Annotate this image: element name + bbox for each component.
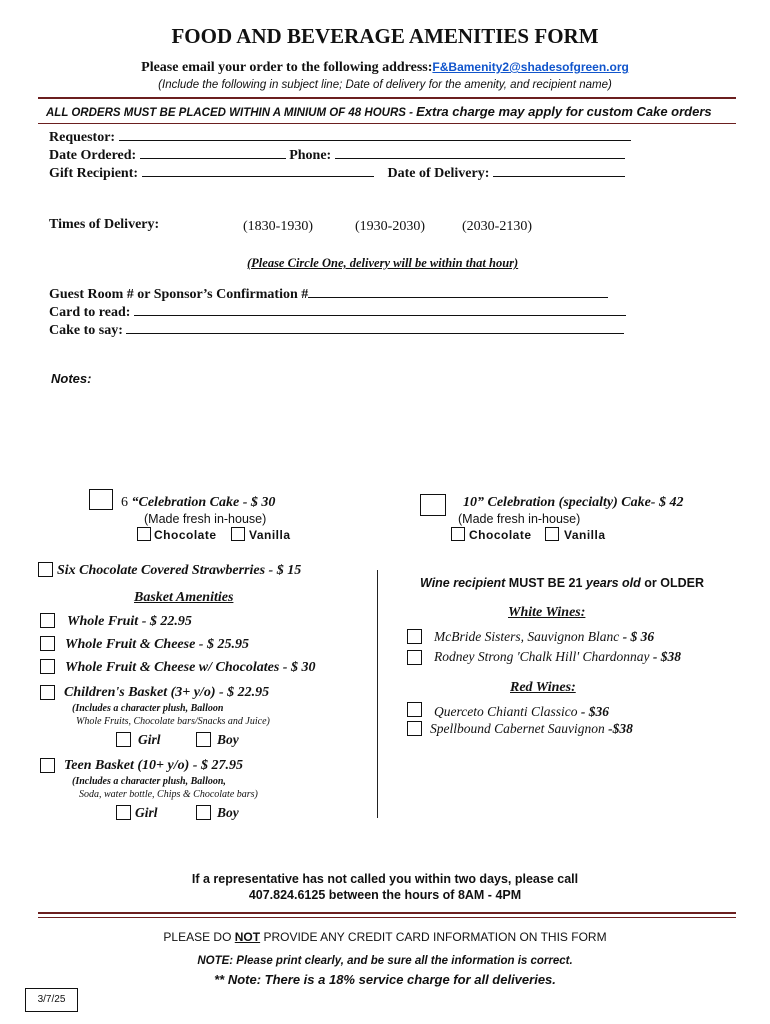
strawberries-checkbox[interactable]	[38, 562, 53, 577]
call-notice-2: 407.824.6125 between the hours of 8AM - 4PM	[248, 888, 522, 902]
whole-fruit-label: Whole Fruit - $ 22.95	[67, 614, 192, 629]
whole-fruit-checkbox[interactable]	[40, 613, 55, 628]
requestor-label: Requestor:	[49, 130, 116, 145]
strawberries-label: Six Chocolate Covered Strawberries - $ 15	[57, 563, 302, 578]
cake-to-say-field[interactable]	[49, 321, 624, 339]
version-date: 3/7/25	[37, 994, 66, 1005]
large-cake-fresh-note: (Made fresh in-house)	[458, 512, 581, 526]
childrens-basket-checkbox[interactable]	[40, 685, 55, 700]
call-notice-1: If a representative has not called you within two days, please call	[191, 872, 579, 886]
phone-input-line[interactable]	[335, 146, 625, 159]
small-cake-fresh-note: (Made fresh in-house)	[144, 512, 267, 526]
large-cake-vanilla-label: Vanilla	[564, 528, 606, 542]
wine-notice-a: Wine recipient	[420, 576, 506, 590]
red-wine-2-price: -$38	[604, 721, 633, 736]
notes-label: Notes:	[51, 371, 92, 386]
gift-recipient-label: Gift Recipient:	[49, 166, 139, 181]
orders-notice-part1: ALL ORDERS MUST BE PLACED WITHIN A MINIUM OF 48 HOURS -	[46, 107, 417, 119]
phone-label: Phone:	[289, 148, 332, 163]
childrens-note-2: Whole Fruits, Chocolate bars/Snacks and Juice)	[76, 716, 270, 727]
red-wine-1-name: Querceto Chianti Classico	[434, 704, 578, 719]
red-wine-1-price: - $36	[577, 704, 609, 719]
date-ordered-field[interactable]	[49, 146, 625, 164]
date-of-delivery-label: Date of Delivery:	[387, 166, 490, 181]
fruit-cheese-label: Whole Fruit & Cheese - $ 25.95	[65, 637, 249, 652]
card-to-read-label: Card to read:	[49, 305, 131, 320]
guest-room-field[interactable]	[49, 285, 608, 303]
top-divider	[38, 97, 736, 99]
red-wines-heading: Red Wines:	[510, 680, 576, 695]
teen-note-2: Soda, water bottle, Chips & Chocolate bars)	[79, 789, 258, 800]
fruit-cheese-choc-label: Whole Fruit & Cheese w/ Chocolates - $ 30	[65, 660, 316, 675]
cc-notice-b: NOT	[234, 930, 261, 944]
teen-girl-checkbox[interactable]	[116, 805, 131, 820]
date-of-delivery-input-line[interactable]	[493, 164, 625, 177]
footer-divider-top-2	[38, 917, 736, 918]
small-cake-name: “Celebration Cake - $ 30	[131, 495, 276, 510]
card-to-read-field[interactable]	[49, 303, 626, 321]
form-title: FOOD AND BEVERAGE AMENITIES FORM	[171, 24, 599, 48]
white-wine-1-name: McBride Sisters, Sauvignon Blanc	[434, 629, 620, 644]
fruit-cheese-choc-checkbox[interactable]	[40, 659, 55, 674]
wine-notice-d: or OLDER	[640, 576, 704, 590]
childrens-note-1: (Includes a character plush, Balloon	[72, 703, 224, 714]
red-wine-2-checkbox[interactable]	[407, 721, 422, 736]
teen-basket-label: Teen Basket (10+ y/o) - $ 27.95	[64, 758, 243, 773]
small-cake-chocolate-label: Chocolate	[154, 528, 217, 542]
cake-to-say-label: Cake to say:	[49, 323, 123, 338]
childrens-girl-label: Girl	[138, 732, 161, 747]
teen-basket-checkbox[interactable]	[40, 758, 55, 773]
white-wine-1-label	[434, 629, 654, 645]
small-cake-size: 6	[121, 495, 132, 510]
column-divider	[377, 570, 378, 818]
subject-note: (Include the following in subject line; Date of delivery for the amenity, and recipient name)	[158, 79, 612, 91]
wine-notice-b: MUST BE 21	[505, 576, 586, 590]
large-cake-chocolate-checkbox[interactable]	[451, 527, 465, 541]
orders-notice	[46, 104, 712, 119]
card-to-read-input-line[interactable]	[134, 303, 626, 316]
red-wine-1-label	[434, 704, 609, 720]
guest-room-label: Guest Room # or Sponsor’s Confirmation #	[49, 287, 309, 302]
guest-room-input-line[interactable]	[308, 285, 608, 298]
large-cake-chocolate-label: Chocolate	[469, 528, 532, 542]
date-ordered-input-line[interactable]	[140, 146, 286, 159]
small-cake-label	[121, 495, 275, 511]
childrens-girl-checkbox[interactable]	[116, 732, 131, 747]
orders-notice-part2: Extra charge may apply for custom Cake orders	[416, 104, 712, 119]
childrens-basket-label: Children's Basket (3+ y/o) - $ 22.95	[64, 685, 270, 700]
childrens-boy-label: Boy	[217, 732, 239, 747]
gift-recipient-input-line[interactable]	[142, 164, 374, 177]
notice-divider	[38, 123, 736, 124]
email-link[interactable]: F&Bamenity2@shadesofgreen.org	[432, 60, 629, 74]
requestor-input-line[interactable]	[119, 128, 631, 141]
teen-note-1: (Includes a character plush, Balloon,	[72, 776, 226, 787]
teen-girl-label: Girl	[135, 805, 158, 820]
small-cake-checkbox[interactable]	[89, 489, 113, 510]
requestor-field[interactable]	[49, 128, 631, 146]
red-wine-1-checkbox[interactable]	[407, 702, 422, 717]
credit-card-notice	[0, 930, 770, 944]
white-wine-2-price: - $38	[649, 649, 682, 664]
large-cake-checkbox[interactable]	[420, 494, 446, 516]
email-instruction	[0, 60, 770, 76]
version-box	[25, 988, 78, 1012]
time-option-3[interactable]: (2030-2130)	[462, 219, 532, 234]
white-wine-2-name: Rodney Strong 'Chalk Hill' Chardonnay	[434, 649, 650, 664]
email-intro: Please email your order to the following address:	[141, 60, 433, 75]
service-charge-note: ** Note: There is a 18% service charge for all deliveries.	[214, 972, 556, 987]
large-cake-label: 10” Celebration (specialty) Cake- $ 42	[463, 495, 684, 510]
basket-heading: Basket Amenities	[134, 590, 234, 605]
wine-age-notice	[420, 576, 704, 590]
fruit-cheese-checkbox[interactable]	[40, 636, 55, 651]
circle-note: (Please Circle One, delivery will be within that hour)	[247, 256, 519, 270]
teen-boy-checkbox[interactable]	[196, 805, 211, 820]
cc-notice-c: PROVIDE ANY CREDIT CARD INFORMATION ON THIS FORM	[260, 930, 607, 944]
small-cake-vanilla-checkbox[interactable]	[231, 527, 245, 541]
time-option-2[interactable]: (1930-2030)	[355, 219, 425, 234]
white-wine-2-label	[434, 649, 681, 665]
date-ordered-label: Date Ordered:	[49, 148, 137, 163]
red-wine-2-label	[430, 721, 633, 737]
white-wine-2-checkbox[interactable]	[407, 650, 422, 665]
gift-recipient-field[interactable]	[49, 164, 625, 182]
cake-to-say-input-line[interactable]	[126, 321, 624, 334]
print-note: NOTE: Please print clearly, and be sure all the information is correct.	[197, 955, 573, 967]
white-wine-1-price: - $ 36	[619, 629, 655, 644]
white-wines-heading: White Wines:	[508, 605, 586, 620]
cc-notice-a: PLEASE DO	[163, 930, 235, 944]
teen-boy-label: Boy	[217, 805, 239, 820]
small-cake-chocolate-checkbox[interactable]	[137, 527, 151, 541]
large-cake-vanilla-checkbox[interactable]	[545, 527, 559, 541]
white-wine-1-checkbox[interactable]	[407, 629, 422, 644]
small-cake-vanilla-label: Vanilla	[249, 528, 291, 542]
wine-notice-c: years old	[585, 576, 641, 590]
footer-divider-top	[38, 912, 736, 914]
times-label: Times of Delivery:	[49, 217, 160, 232]
childrens-boy-checkbox[interactable]	[196, 732, 211, 747]
time-option-1[interactable]: (1830-1930)	[243, 219, 313, 234]
red-wine-2-name: Spellbound Cabernet Sauvignon	[430, 721, 605, 736]
